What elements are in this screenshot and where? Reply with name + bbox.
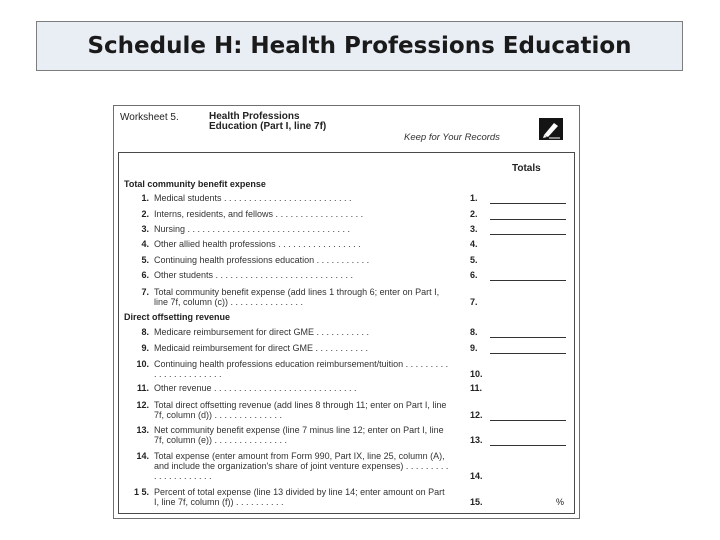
line-ref: 1. [470, 193, 478, 203]
line-description: Medical students . . . . . . . . . . . . . . . . . . . . . . . . . . [154, 193, 352, 203]
line-number: 6. [141, 270, 149, 280]
worksheet-image [113, 105, 580, 519]
line-number: 8. [141, 327, 149, 337]
slide-title: Schedule H: Health Professions Education [87, 33, 632, 59]
line-ref: 12. [470, 410, 483, 420]
percent-sign: % [556, 497, 565, 507]
line-ref: 13. [470, 435, 483, 445]
line-ref: 6. [470, 270, 478, 280]
line-ref: 3. [470, 224, 478, 234]
line-ref: 10. [470, 369, 483, 379]
line-description: Continuing health professions education . . . . . . . . . . . [154, 255, 370, 265]
line-ref: 4. [470, 239, 478, 249]
line-description: Medicare reimbursement for direct GME . . . . . . . . . . . [154, 327, 370, 337]
line-number: 4. [141, 239, 149, 249]
amount-field[interactable] [490, 219, 566, 220]
amount-field[interactable] [490, 353, 566, 354]
line-ref: 7. [470, 297, 478, 307]
line-description: Total direct offsetting revenue (add lines 8 through 11; enter on Part I, line 7f, column (d)) . . . . . . . . . . . . . . [154, 400, 447, 420]
line-number: 12. [136, 400, 149, 410]
line-description: Nursing . . . . . . . . . . . . . . . . . . . . . . . . . . . . . . . . . [154, 224, 351, 234]
line-ref: 5. [470, 255, 478, 265]
amount-field[interactable] [490, 420, 566, 421]
line-description: Medicaid reimbursement for direct GME . . . . . . . . . . . [154, 343, 369, 353]
worksheet-label: Worksheet 5. [120, 112, 179, 123]
line-description: Percent of total expense (line 13 divided by line 14; enter amount on Part I, line 7f, column (f)) . . . . . . . . . . [154, 487, 445, 507]
line-number: 2. [141, 209, 149, 219]
keep-records-note: Keep for Your Records [404, 132, 500, 143]
line-description: Other students . . . . . . . . . . . . . . . . . . . . . . . . . . . . [154, 270, 354, 280]
line-description: Other allied health professions . . . . . . . . . . . . . . . . . [154, 239, 361, 249]
line-description: Net community benefit expense (line 7 minus line 12; enter on Part I, line 7f, column (e)) . . . . . . . . . . . . . . . [154, 425, 444, 445]
line-number: 5. [141, 255, 149, 265]
line-number: 1 5. [133, 487, 149, 497]
line-description: Interns, residents, and fellows . . . . . . . . . . . . . . . . . . [154, 209, 364, 219]
section-offsetting-revenue: Direct offsetting revenue [124, 312, 231, 322]
line-number: 1. [141, 193, 149, 203]
line-number: 9. [141, 343, 149, 353]
line-number: 3. [141, 224, 149, 234]
line-number: 11. [136, 383, 149, 393]
line-description: Other revenue . . . . . . . . . . . . . . . . . . . . . . . . . . . . . [154, 383, 357, 393]
amount-field[interactable] [490, 203, 566, 204]
line-ref: 2. [470, 209, 478, 219]
line-number: 10. [136, 359, 149, 369]
section-community-benefit: Total community benefit expense [124, 179, 266, 189]
line-number: 13. [136, 425, 149, 435]
line-ref: 11. [470, 383, 483, 393]
line-ref: 14. [470, 471, 483, 481]
totals-header: Totals [512, 163, 541, 174]
line-ref: 9. [470, 343, 478, 353]
slide-title-box [36, 21, 683, 71]
amount-field[interactable] [490, 337, 566, 338]
line-description: Total expense (enter amount from Form 990, Part IX, line 25, column (A), and include the organization's share of joint venture expenses) . . . . . . . . . . . . . . . . . . . . . [154, 451, 449, 481]
pen-writing-icon [539, 118, 563, 140]
worksheet-title: Health Professions Education (Part I, line 7f) [209, 111, 327, 132]
line-description: Total community benefit expense (add lines 1 through 6; enter on Part I, line 7f, column (c)) . . . . . . . . . . . . . . . [154, 287, 440, 307]
line-ref: 8. [470, 327, 478, 337]
line-number: 14. [136, 451, 149, 461]
line-description: Continuing health professions education reimbursement/tuition . . . . . . . . . . . . . . . . . . . . . . . [154, 359, 449, 379]
amount-field[interactable] [490, 234, 566, 235]
line-ref: 15. [470, 497, 483, 507]
line-number: 7. [141, 287, 149, 297]
amount-field[interactable] [490, 280, 566, 281]
amount-field[interactable] [490, 445, 566, 446]
